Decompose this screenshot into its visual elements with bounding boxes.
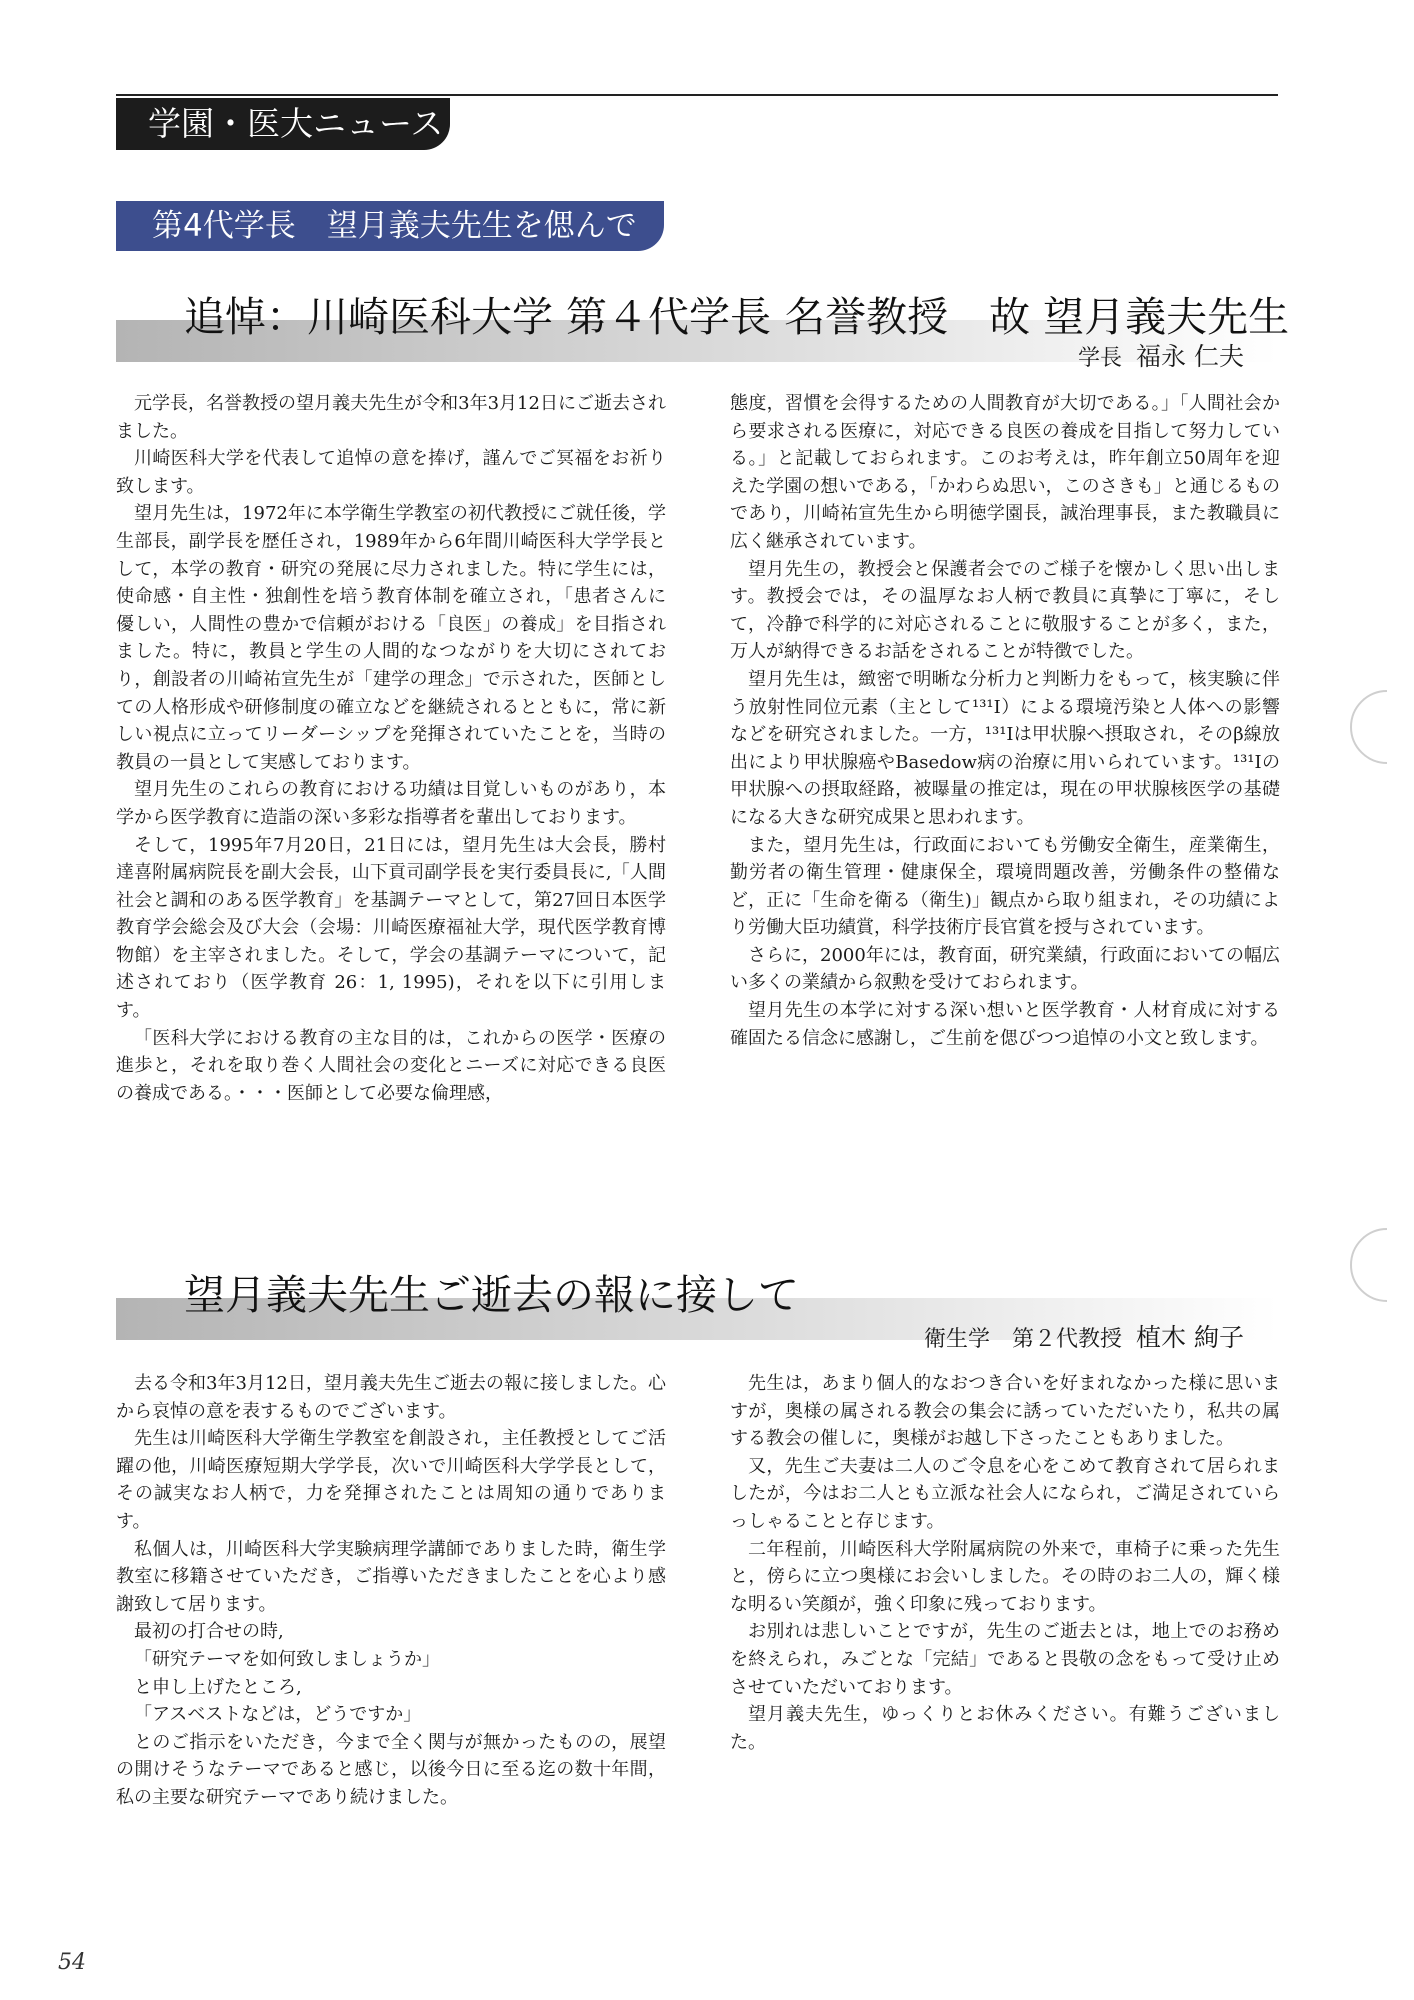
paragraph: そして，1995年7月20日，21日には，望月先生は大会長，勝村達喜附属病院長を副大会長，山下貢司副学長を実行委員長に,「人間社会と調和のある医学教育」を基調テーマとして，第27回日本医学教育学会総会及び大会（会場：川崎医療福祉大学，現代医学教育博物館）を主宰されました。そして，学会の基調テーマについて，記述されており（医学教育 26：1, 1995)，それを以下に引用します。 (116, 834, 666, 1022)
paragraph: 先生は，あまり個人的なおつき合いを好まれなかった様に思いますが，奥様の属される教会の集会に誘っていただいたり，私共の属する教会の催しに，奥様がお越し下さったこともありました。 (730, 1373, 1280, 1450)
article2-author-role: 衛生学 第２代教授 (924, 1327, 1123, 1352)
binder-hole (1350, 1228, 1414, 1302)
article1-byline (1078, 337, 1244, 373)
paragraph: 元学長，名誉教授の望月義夫先生が令和3年3月12日にご逝去されました。 (116, 393, 666, 442)
paragraph: 態度，習慣を会得するための人間教育が大切である。」「人間社会から要求される医療に，対応できる良医の養成を目指して努力している。」と記載しておられます。このお考えは，昨年創立50周年を迎えた学園の想いである，「かわらぬ思い，このさきも」と通じるものであり，川崎祐宣先生から明徳学園長，誠治理事長，また教職員に広く継承されています。 (730, 393, 1280, 552)
memorial-banner: 第4代学長 望月義夫先生を偲んで (116, 201, 664, 251)
paragraph: 望月先生は，1972年に本学衛生学教室の初代教授にご就任後，学生部長，副学長を歴任され，1989年から6年間川崎医科大学学長として，本学の教育・研究の発展に尽力されました。特に学生には，使命感・自主性・独創性を培う教育体制を確立され，「患者さんに優しい，人間性の豊かで信頼がおける「良医」の養成」を目指されました。特に，教員と学生の人間的なつながりを大切にされており，創設者の川崎祐宣先生が「建学の理念」で示された，医師としての人格形成や研修制度の確立などを継続されるとともに，常に新しい視点に立ってリーダーシップを発揮されていたことを，当時の教員の一員として実感しております。 (116, 503, 666, 773)
article2-author-name: 植木 絢子 (1136, 1323, 1244, 1352)
paragraph: 望月義夫先生，ゆっくりとお休みください。有難うございました。 (730, 1704, 1280, 1753)
article1-author-role: 学長 (1078, 346, 1123, 371)
paragraph: 望月先生の，教授会と保護者会でのご様子を懐かしく思い出します。教授会では，その温厚なお人柄で教員に真摯に丁寧に，そして，冷静で科学的に対応されることに敬服することが多く，また，万人が納得できるお話をされることが特徴でした。 (730, 558, 1280, 663)
article1-left-column (116, 390, 666, 1107)
page-number: 54 (58, 1950, 86, 1975)
article1-right-column (730, 390, 1280, 1052)
article2-left-column (116, 1370, 666, 1812)
paragraph: 望月先生のこれらの教育における功績は目覚しいものがあり，本学から医学教育に造詣の深い多彩な指導者を輩出しております。 (116, 779, 666, 828)
paragraph: 望月先生の本学に対する深い想いと医学教育・人材育成に対する確固たる信念に感謝し，ご生前を偲びつつ追悼の小文と致します。 (730, 1000, 1280, 1049)
paragraph: 私個人は，川崎医科大学実験病理学講師でありました時，衛生学教室に移籍させていただき，ご指導いただきましたことを心より感謝致して居ります。 (116, 1538, 666, 1615)
article1-title: 追悼：川崎医科大学 第４代学長 名誉教授 故 望月義夫先生 (184, 293, 1290, 341)
paragraph: 最初の打合せの時, (134, 1621, 284, 1643)
paragraph: お別れは悲しいことですが，先生のご逝去とは，地上でのお務めを終えられ，みごとな「完結」であると畏敬の念をもって受け止めさせていただいております。 (730, 1621, 1280, 1698)
paragraph: と申し上げたところ, (134, 1676, 302, 1698)
section-tag: 学園・医大ニュース (116, 98, 450, 150)
paragraph: 又，先生ご夫妻は二人のご令息を心をこめて教育されて居られましたが，今はお二人とも立派な社会人になられ，ご満足されていらっしゃることと存じます。 (730, 1455, 1280, 1532)
top-rule (116, 94, 1278, 96)
paragraph: 「研究テーマを如何致しましょうか」 (134, 1648, 440, 1670)
paragraph: 先生は川崎医科大学衛生学教室を創設され，主任教授としてご活躍の他，川崎医療短期大学学長，次いで川崎医科大学学長として，その誠実なお人柄で，力を発揮されたことは周知の通りであります。 (116, 1428, 666, 1532)
paragraph: 二年程前，川崎医科大学附属病院の外来で，車椅子に乗った先生と，傍らに立つ奥様にお会いしました。その時のお二人の，輝く様な明るい笑顔が，強く印象に残っております。 (730, 1538, 1280, 1615)
article2-byline (924, 1318, 1244, 1354)
binder-hole (1350, 690, 1414, 764)
paragraph: 「医科大学における教育の主な目的は，これからの医学・医療の進歩と，それを取り巻く人間社会の変化とニーズに対応できる良医の養成である。・・・医師として必要な倫理感， (116, 1027, 666, 1104)
paragraph: また，望月先生は，行政面においても労働安全衛生，産業衛生，勤労者の衛生管理・健康保全，環境問題改善，労働条件の整備など，正に「生命を衛る（衛生)」観点から取り組まれ，その功績により労働大臣功績賞，科学技術庁長官賞を授与されています。 (730, 834, 1280, 939)
paragraph: 「アスベストなどは，どうですか」 (134, 1704, 422, 1726)
article2-title: 望月義夫先生ご逝去の報に接して (184, 1271, 799, 1319)
article1-author-name: 福永 仁夫 (1136, 342, 1244, 371)
paragraph: さらに，2000年には，教育面，研究業績，行政面においての幅広い多くの業績から叙勲を受けておられます。 (730, 944, 1280, 994)
paragraph: 去る令和3年3月12日，望月義夫先生ご逝去の報に接しました。心から哀悼の意を表するものでございます。 (116, 1373, 666, 1422)
article2-right-column (730, 1370, 1280, 1756)
paragraph: 望月先生は，緻密で明晰な分析力と判断力をもって，核実験に伴う放射性同位元素（主として¹³¹I）による環境汚染と人体への影響などを研究されました。一方，¹³¹Iは甲状腺へ摂取され，そのβ線放出により甲状腺癌やBasedow病の治療に用いられています。¹³¹Iの甲状腺への摂取経路，被曝量の推定は，現在の甲状腺核医学の基礎になる大きな研究成果と思われます。 (730, 668, 1280, 828)
paragraph: 川崎医科大学を代表して追悼の意を捧げ，謹んでご冥福をお祈り致します。 (116, 448, 666, 497)
paragraph: とのご指示をいただき，今まで全く関与が無かったものの，展望の開けそうなテーマであると感じ，以後今日に至る迄の数十年間，私の主要な研究テーマであり続けました。 (116, 1731, 666, 1808)
